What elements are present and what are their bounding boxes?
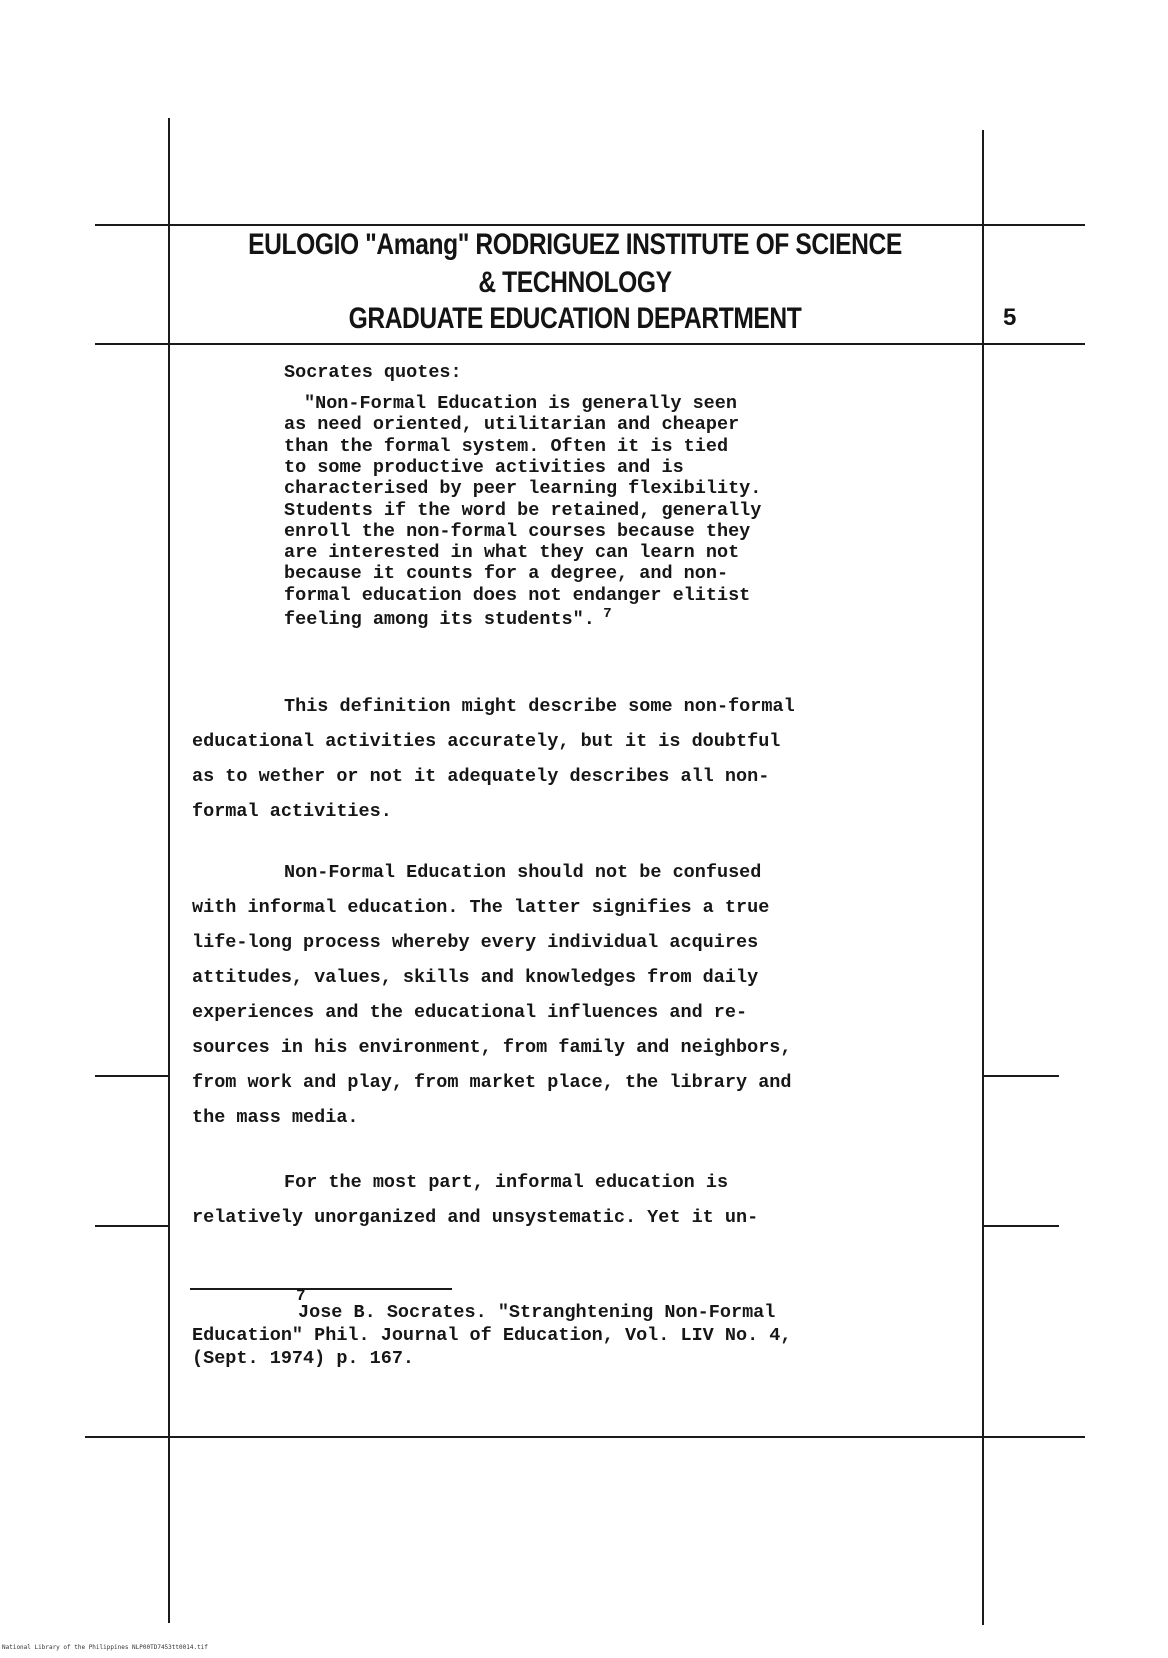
text-line: because it counts for a degree, and non-: [284, 563, 729, 585]
text-line: experiences and the educational influences and re-: [192, 1002, 748, 1023]
header-top-rule: [95, 224, 1085, 226]
footnote-number: 7: [296, 1287, 306, 1305]
text-line: formal activities.: [192, 801, 392, 822]
text-line: (Sept. 1974) p. 167.: [192, 1348, 415, 1369]
text-line: Jose B. Socrates. "Stranghtening Non-Formal: [298, 1302, 776, 1323]
quote-intro: Socrates quotes:: [284, 362, 462, 383]
header-department: GRADUATE EDUCATION DEPARTMENT: [348, 302, 802, 335]
header-bottom-rule: [95, 343, 1085, 345]
text-line: to some productive activities and is: [284, 456, 684, 478]
left-tick-lower: [95, 1225, 170, 1227]
text-line: attitudes, values, skills and knowledges from daily: [192, 967, 759, 988]
text-line: as to wether or not it adequately describes all non-: [192, 766, 770, 787]
text-line: from work and play, from market place, the library and: [192, 1072, 792, 1093]
bottom-rule: [85, 1436, 1085, 1438]
text-line: feeling among its students". $^7$: [284, 606, 612, 631]
text-line: formal education does not endanger elitist: [284, 584, 751, 606]
text-line: as need oriented, utilitarian and cheaper: [284, 414, 740, 436]
text-line: Students if the word be retained, generally: [284, 499, 762, 521]
right-vertical-rule: [982, 130, 984, 1625]
text-line: educational activities accurately, but it is doubtful: [192, 731, 781, 752]
text-line: Education" Phil. Journal of Education, Vol. LIV No. 4,: [192, 1325, 792, 1346]
right-tick-upper: [984, 1075, 1059, 1077]
text-line: than the formal system. Often it is tied: [284, 435, 729, 457]
text-line: with informal education. The latter signifies a true: [192, 897, 770, 918]
footnote-reference: 7: [594, 606, 612, 622]
header-technology: & TECHNOLOGY: [478, 266, 672, 299]
text-line: "Non-Formal Education is generally seen: [304, 393, 737, 414]
text-line: the mass media.: [192, 1107, 359, 1128]
page-number: 5: [1003, 304, 1017, 331]
archive-caption: National Library of the Philippines NLP00TD7453tt0014.tif: [2, 1644, 208, 1651]
left-tick-upper: [95, 1075, 170, 1077]
right-tick-lower: [984, 1225, 1059, 1227]
footnote-separator: [190, 1288, 452, 1290]
header-institute-name: EULOGIO "Amang" RODRIGUEZ INSTITUTE OF SCIENCE: [248, 228, 902, 261]
text-line: relatively unorganized and unsystematic. Yet it un-: [192, 1207, 759, 1228]
text-line: Non-Formal Education should not be confused: [284, 862, 762, 883]
text-line: life-long process whereby every individual acquires: [192, 932, 759, 953]
text-line: For the most part, informal education is: [284, 1172, 729, 1193]
text-line: are interested in what they can learn not: [284, 542, 740, 564]
text-line: This definition might describe some non-formal: [284, 696, 795, 717]
text-line: enroll the non-formal courses because they: [284, 520, 751, 542]
text-line: sources in his environment, from family and neighbors,: [192, 1037, 792, 1058]
text-line: characterised by peer learning flexibility.: [284, 478, 762, 500]
